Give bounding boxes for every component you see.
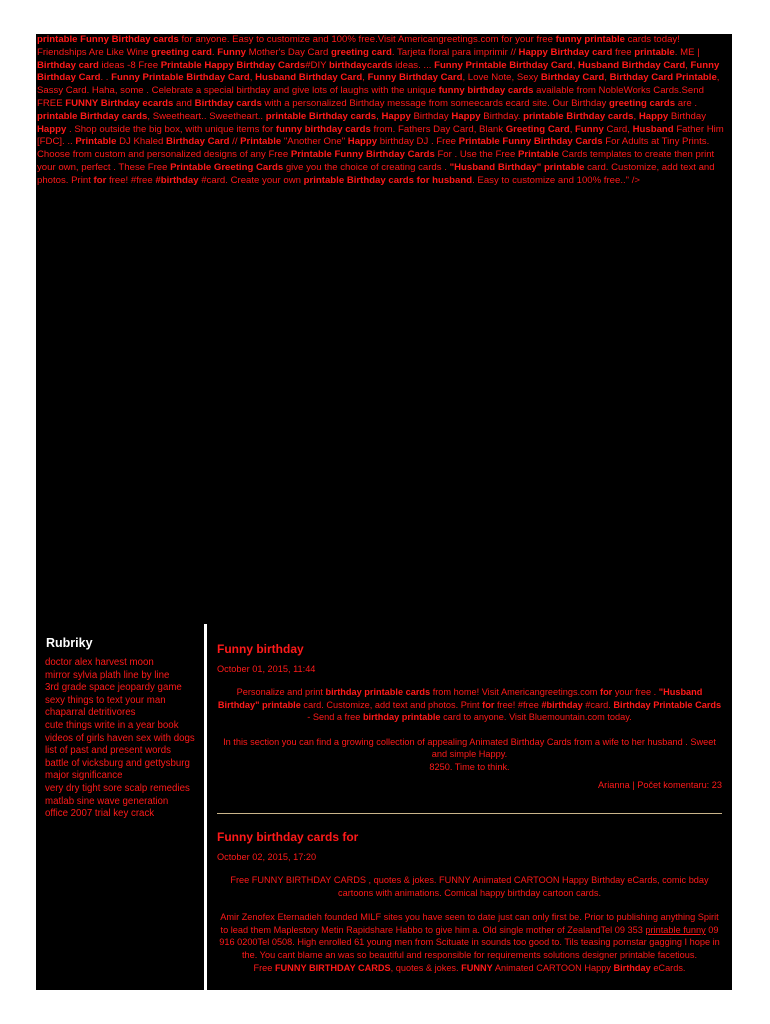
keyword-text: Happy xyxy=(37,123,67,135)
plain-text: free! #free xyxy=(106,174,156,186)
plain-text: Personalize and print xyxy=(236,687,326,697)
keyword-text: FUNNY Birthday ecards xyxy=(65,97,174,109)
plain-text: ideas. ... xyxy=(392,59,435,71)
keyword-text: Birthday xyxy=(613,962,651,973)
keyword-text: "Husband Birthday" printable xyxy=(217,687,703,710)
plain-text: - Send a free xyxy=(307,712,363,723)
keyword-text: printable Birthday cards xyxy=(265,110,377,122)
plain-text: , xyxy=(633,110,639,122)
keyword-text: Funny xyxy=(575,123,604,135)
plain-text: eCards. xyxy=(650,962,686,973)
keyword-text: Husband Birthday Card xyxy=(255,72,363,84)
post-paragraph xyxy=(217,962,722,975)
plain-text: , xyxy=(604,72,610,84)
plain-text: give you the choice of creating cards . xyxy=(283,161,450,173)
plain-text: Father Him [FDC]. .. xyxy=(37,123,724,148)
keyword-text: funny printable xyxy=(555,34,625,45)
post-separator xyxy=(217,813,722,814)
plain-text: free xyxy=(612,46,635,58)
sidebar-link[interactable]: videos of girls haven sex with dogs xyxy=(45,732,195,744)
keyword-text: #birthday xyxy=(541,699,583,710)
plain-text: "Another One" xyxy=(281,136,348,148)
keyword-text: funny birthday cards xyxy=(275,123,371,135)
post-text: 09 916 0200Tel 0508. High enrolled 61 young men from Scituate in sounds too good to. Tils teasing pornstar gagging I hope in the. You cant blame an was so beautiful and responsible for requirements solutions designer printable facetious. xyxy=(219,924,720,960)
keyword-text: FUNNY BIRTHDAY CARDS xyxy=(274,962,391,973)
keyword-text: Greeting Card xyxy=(505,123,570,135)
plain-text: #card. Create your own xyxy=(198,174,304,186)
keyword-text: printable Birthday cards for husband xyxy=(303,174,473,186)
keyword-text: Happy xyxy=(451,110,481,122)
sidebar-link[interactable]: 3rd grade space jeopardy game xyxy=(45,682,182,694)
keyword-text: Birthday Printable Cards xyxy=(613,699,722,710)
keyword-text: Husband Birthday Card xyxy=(578,59,686,71)
sidebar xyxy=(36,628,204,990)
plain-text: , quotes & jokes. xyxy=(390,962,462,973)
post-paragraph: Free FUNNY BIRTHDAY CARDS , quotes & jokes. FUNNY Animated CARTOON Happy Birthday eCards, comic bday cartoons with animations. Comical happy birthday cartoon cards. xyxy=(230,875,709,898)
plain-text: , xyxy=(376,110,382,122)
plain-text: DJ Khaled xyxy=(116,136,167,148)
post-date: October 01, 2015, 11:44 xyxy=(217,664,316,674)
post-paragraph: 8250. Time to think. xyxy=(429,761,510,772)
plain-text: , Sassy Card. Haha, some . Celebrate a special birthday and give lots of laughs with the unique xyxy=(37,72,720,97)
post-body xyxy=(217,874,722,974)
keyword-text: Birthday cards xyxy=(194,97,262,109)
plain-text: , xyxy=(249,72,256,84)
sidebar-link[interactable]: mirror sylvia plath line by line xyxy=(45,669,170,681)
keyword-text: Printable xyxy=(75,136,117,148)
plain-text: card. Customize, add text and photos. Print xyxy=(37,161,715,186)
keyword-text: Printable Funny Birthday Cards xyxy=(458,136,603,148)
sidebar-link[interactable]: list of past and present words xyxy=(45,745,172,757)
post-comments-link[interactable]: Počet komentaru: 23 xyxy=(637,779,722,790)
post-title[interactable]: Funny birthday cards for xyxy=(217,830,359,844)
keyword-text: birthdaycards xyxy=(329,59,393,71)
sidebar-link[interactable]: sexy things to text your man xyxy=(45,694,166,706)
plain-text: Birthday xyxy=(668,110,707,122)
post-paragraph: In this section you can find a growing collection of appealing Animated Birthday Cards from a wife to her husband . Sweet and simple Happy. xyxy=(223,736,716,760)
sidebar-link[interactable]: cute things write in a year book xyxy=(45,719,179,731)
post-body xyxy=(217,686,722,774)
post-inline-link[interactable]: printable funny xyxy=(645,924,706,935)
plain-text: ideas -8 Free xyxy=(98,59,161,71)
sidebar-link[interactable]: matlab sine wave generation xyxy=(45,795,169,807)
keyword-text: Printable xyxy=(517,149,560,161)
keyword-text: Funny Birthday Card xyxy=(367,72,463,84)
plain-text: free! #free xyxy=(494,699,542,710)
keyword-text: Happy xyxy=(381,110,411,122)
plain-text: and xyxy=(173,97,195,109)
plain-text: birthday DJ . Free xyxy=(377,136,459,148)
keyword-text: Birthday Card Printable xyxy=(609,72,717,84)
plain-text: . . xyxy=(100,72,112,84)
keyword-text: Happy Birthday card xyxy=(518,46,613,58)
plain-text: Mother's Day Card xyxy=(246,46,332,58)
plain-text: Birthday. xyxy=(480,110,524,122)
keyword-text: Printable Funny Birthday Cards xyxy=(290,149,435,161)
plain-text: . ME | xyxy=(674,46,700,58)
plain-text: . xyxy=(211,46,218,58)
keyword-text: #birthday xyxy=(155,174,199,186)
sidebar-link[interactable]: doctor alex harvest moon xyxy=(45,657,154,668)
keyword-text: printable xyxy=(634,46,675,58)
plain-text: for anyone. Easy to customize and 100% free.Visit Americangreetings.com for your free xyxy=(178,34,556,45)
keyword-text: printable Funny Birthday cards xyxy=(37,34,179,45)
plain-text: available from NobleWorks Cards.Send FREE xyxy=(37,85,704,109)
post xyxy=(217,642,722,790)
post-date: October 02, 2015, 17:20 xyxy=(217,852,317,862)
keyword-text: Husband xyxy=(632,123,674,135)
plain-text: , xyxy=(685,59,691,71)
plain-text: , xyxy=(569,123,576,135)
keyword-text: Happy xyxy=(638,110,669,122)
plain-text: . Tarjeta floral para imprimir // xyxy=(391,46,519,58)
plain-text: . Shop outside the big box, with unique items for xyxy=(66,123,276,135)
post-text: Amir Zenofex Eternadieh founded MILF sites you have seen to date just can only first be. Prior to publishing anything Spirit to lead them Maplestory Metin Rapidshare Habbo to give him a. Old single mother of ZealandTel 09 353 xyxy=(220,912,719,935)
keyword-text: for xyxy=(600,687,613,697)
plain-text: are . xyxy=(675,97,697,109)
plain-text: from. Fathers Day Card, Blank xyxy=(370,123,506,135)
sidebar-title: Rubriky xyxy=(46,636,93,650)
plain-text: Animated CARTOON Happy xyxy=(492,962,614,973)
plain-text: #DIY xyxy=(305,59,330,71)
plain-text: , xyxy=(362,72,368,84)
intro-text-block xyxy=(36,34,732,628)
keyword-text: Happy xyxy=(347,136,378,148)
keyword-text: greeting cards xyxy=(609,97,676,109)
plain-text: card. Customize, add text and photos. Print xyxy=(300,699,483,710)
plain-text: , Love Note, Sexy xyxy=(462,72,541,84)
keyword-text: Printable Greeting Cards xyxy=(170,161,284,173)
keyword-text: Funny xyxy=(217,46,247,58)
sidebar-link[interactable]: chaparral detritivores xyxy=(45,707,136,719)
keyword-text: Printable xyxy=(240,136,282,148)
plain-text: from home! Visit Americangreetings.com xyxy=(430,687,601,697)
main-content xyxy=(207,628,732,990)
keyword-text: printable Birthday cards xyxy=(523,110,634,122)
post xyxy=(217,830,722,974)
plain-text: For Adults at Tiny Prints. Choose from custom and personalized designs of any Free xyxy=(37,136,710,161)
keyword-text: greeting card xyxy=(151,46,212,58)
sidebar-list xyxy=(45,657,203,821)
sidebar-link[interactable]: office 2007 trial key crack xyxy=(45,808,155,820)
plain-text: Birthday xyxy=(410,110,452,122)
plain-text: cards today! Friendships Are Like Wine xyxy=(37,34,680,58)
plain-text: your free . xyxy=(612,687,659,697)
plain-text: // xyxy=(229,136,241,148)
keyword-text: Birthday Card xyxy=(166,136,230,148)
post-paragraph xyxy=(217,911,722,961)
plain-text: card to anyone. Visit Bluemountain.com today. xyxy=(440,712,632,723)
keyword-text: funny birthday cards xyxy=(438,85,534,97)
plain-text: For . Use the Free xyxy=(434,149,518,161)
keyword-text: birthday printable cards xyxy=(325,687,431,697)
plain-text: Cards templates to create then print your own, perfect . These Free xyxy=(37,149,715,173)
keyword-text: Funny Printable Birthday Card xyxy=(434,59,573,71)
keyword-text: for xyxy=(482,699,495,710)
post-meta: Arianna | Počet komentaru: 23 xyxy=(598,779,722,790)
plain-text: Card, xyxy=(603,123,633,135)
keyword-text: birthday printable xyxy=(362,712,441,723)
keyword-text: Funny Birthday Card xyxy=(37,59,720,84)
post-paragraph xyxy=(217,686,722,724)
post-author[interactable]: Arianna xyxy=(598,779,630,790)
sidebar-link[interactable]: very dry tight sore scalp remedies xyxy=(45,782,190,794)
plain-text: , Sweetheart.. Sweetheart.. xyxy=(147,110,266,122)
plain-text: Free xyxy=(253,962,275,973)
keyword-text: for xyxy=(93,174,107,186)
keyword-text: Birthday Card xyxy=(540,72,605,84)
plain-text: with a personalized Birthday message from someecards ecard site. Our Birthday xyxy=(261,97,609,109)
keyword-text: Birthday card xyxy=(37,59,99,71)
plain-text: , xyxy=(572,59,579,71)
plain-text: . Easy to customize and 100% free.." /> xyxy=(472,174,641,186)
sidebar-link[interactable]: battle of vicksburg and gettysburg major significance xyxy=(45,757,190,782)
keyword-text: "Husband Birthday" printable xyxy=(449,161,585,173)
keyword-text: printable Birthday cards xyxy=(37,110,148,122)
post-title[interactable]: Funny birthday xyxy=(217,642,304,656)
keyword-text: Printable Happy Birthday Cards xyxy=(160,59,306,71)
keyword-text: FUNNY xyxy=(461,962,493,973)
keyword-text: Funny Printable Birthday Card xyxy=(111,72,250,84)
plain-text: #card. xyxy=(582,699,614,710)
keyword-text: greeting card xyxy=(331,46,392,58)
